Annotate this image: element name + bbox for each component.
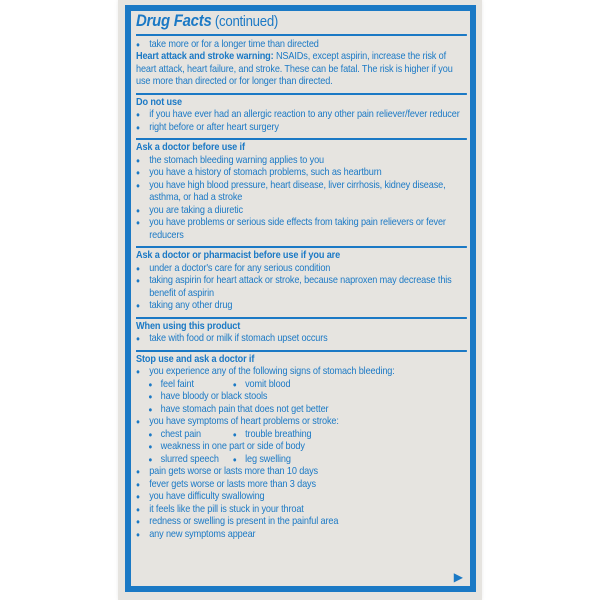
bullet-text: you experience any of the following signs of stomach bleeding: <box>149 366 395 377</box>
bullet-icon: ● <box>136 504 140 514</box>
bullet-text: take with food or milk if stomach upset occurs <box>149 333 328 344</box>
section-heading: Ask a doctor or pharmacist before use if you are <box>136 250 341 261</box>
bullet-text: any new symptoms appear <box>149 528 256 540</box>
bullet-item <box>136 263 467 276</box>
bullet-item <box>136 39 467 52</box>
bullet-icon: ● <box>232 379 237 389</box>
sections-container <box>136 39 467 542</box>
bullet-item <box>136 416 467 429</box>
sub-bullet-item <box>148 404 328 417</box>
bullet-text: you are taking a diuretic <box>149 204 243 216</box>
bullet-icon: ● <box>136 218 140 227</box>
sub-bullet-text: have stomach pain that does not get better <box>160 403 329 415</box>
bullet-item <box>136 479 467 492</box>
continue-arrow-icon: ▶ <box>453 570 463 584</box>
sub-bullet-item <box>148 441 305 454</box>
bullet-icon: ● <box>232 454 237 464</box>
bullet-item <box>136 466 467 479</box>
section <box>136 350 467 542</box>
bullet-text: taking any other drug <box>149 300 233 311</box>
section <box>136 246 467 313</box>
bullet-item <box>136 155 467 168</box>
bullet-text: take more or for a longer time than directed <box>149 38 319 50</box>
sub-bullet-item <box>148 391 267 404</box>
bullet-text: taking aspirin for heart attack or stroke, because naproxen may decrease this benefit of aspirin <box>149 275 452 299</box>
section-divider <box>136 138 467 140</box>
bullet-icon: ● <box>136 155 140 165</box>
page-title <box>136 11 467 31</box>
bullet-text: it feels like the pill is stuck in your throat <box>149 503 304 515</box>
section-heading: Stop use and ask a doctor if <box>136 353 255 365</box>
bullet-item <box>136 167 467 180</box>
bullet-text: fever gets worse or lasts more than 3 days <box>149 478 316 490</box>
sub-bullet-text: have bloody or black stools <box>160 391 268 402</box>
drug-facts-label <box>118 0 482 600</box>
bullet-item <box>136 516 467 529</box>
bullet-icon: ● <box>136 276 140 285</box>
bullet-item <box>136 180 467 205</box>
warning-paragraph <box>136 51 467 89</box>
title-drug-facts: Drug Facts <box>136 11 212 30</box>
bullet-item <box>136 300 467 313</box>
bullet-item <box>136 109 467 122</box>
sub-bullet-text: chest pain <box>160 428 202 440</box>
bullet-item <box>136 366 467 379</box>
bullet-text: you have problems or serious side effects from taking pain relievers or fever reducers <box>149 217 446 241</box>
bullet-icon: ● <box>136 180 140 190</box>
sub-bullet-text: slurred speech <box>160 453 219 465</box>
sub-bullet-text: weakness in one part or side of body <box>160 441 305 452</box>
sub-bullet-text: vomit blood <box>245 378 291 390</box>
section-divider <box>136 350 467 352</box>
bullet-icon: ● <box>136 122 140 132</box>
section <box>136 93 467 135</box>
bullet-text: pain gets worse or lasts more than 10 days <box>149 466 318 477</box>
bullet-icon: ● <box>136 492 140 501</box>
bullet-text: if you have ever had an allergic reaction to any other pain reliever/fever reducer <box>149 109 460 120</box>
bullet-icon: ● <box>148 404 153 414</box>
section <box>136 317 467 346</box>
bullet-icon: ● <box>136 467 140 476</box>
label-border-frame <box>125 5 476 592</box>
bullet-text: you have a history of stomach problems, such as heartburn <box>149 167 382 178</box>
bullet-text: you have symptoms of heart problems or stroke: <box>149 416 339 427</box>
bullet-icon: ● <box>136 168 140 177</box>
bullet-icon: ● <box>232 429 237 439</box>
bullet-icon: ● <box>136 110 140 119</box>
sub-bullet-row <box>148 379 467 392</box>
bullet-icon: ● <box>136 301 140 310</box>
section-heading: Ask a doctor before use if <box>136 142 245 153</box>
section <box>136 39 467 89</box>
bullet-icon: ● <box>148 442 153 451</box>
warning-lead: Heart attack and stroke warning: <box>136 51 274 62</box>
label-content <box>136 13 467 541</box>
sub-bullet-item <box>233 454 291 467</box>
sub-bullet-row <box>148 429 467 442</box>
title-continued: (continued) <box>211 13 279 30</box>
sub-bullet-item <box>233 379 291 392</box>
bullet-icon: ● <box>136 417 140 426</box>
bullet-icon: ● <box>136 263 140 273</box>
bullet-text: redness or swelling is present in the painful area <box>149 516 339 527</box>
bullet-item <box>136 529 467 542</box>
section <box>136 138 467 242</box>
bullet-icon: ● <box>148 379 153 389</box>
bullet-text: under a doctor's care for any serious condition <box>149 262 331 274</box>
bullet-icon: ● <box>136 529 140 539</box>
bullet-item <box>136 504 467 517</box>
sub-bullet-item <box>233 429 312 442</box>
bullet-item <box>136 217 467 242</box>
section-heading: Do not use <box>136 96 182 108</box>
sub-bullet-row <box>148 454 467 467</box>
bullet-item <box>136 122 467 135</box>
bullet-icon: ● <box>136 517 140 526</box>
bullet-item <box>136 205 467 218</box>
bullet-text: right before or after heart surgery <box>149 121 279 133</box>
sub-bullet-text: leg swelling <box>245 453 291 465</box>
bullet-icon: ● <box>136 479 140 489</box>
section-divider <box>136 93 467 95</box>
title-divider <box>136 34 467 36</box>
bullet-text: the stomach bleeding warning applies to you <box>149 154 324 166</box>
sub-bullet-row <box>148 404 467 417</box>
bullet-icon: ● <box>148 454 153 464</box>
sub-bullet-item <box>148 379 232 392</box>
sub-bullet-item <box>148 429 232 442</box>
sub-bullet-row <box>148 441 467 454</box>
bullet-item <box>136 491 467 504</box>
bullet-icon: ● <box>148 429 153 439</box>
bullet-icon: ● <box>136 367 140 376</box>
section-heading: When using this product <box>136 320 241 332</box>
sub-bullet-row <box>148 391 467 404</box>
section-divider <box>136 246 467 248</box>
sub-bullet-item <box>148 454 232 467</box>
bullet-icon: ● <box>136 334 140 343</box>
bullet-item <box>136 333 467 346</box>
section-divider <box>136 317 467 319</box>
bullet-item <box>136 275 467 300</box>
bullet-text: you have difficulty swallowing <box>149 491 265 502</box>
bullet-text: you have high blood pressure, heart disease, liver cirrhosis, kidney disease, asthma, or had a stroke <box>149 179 446 203</box>
sub-bullet-text: feel faint <box>160 378 194 390</box>
sub-bullet-text: trouble breathing <box>245 428 312 440</box>
bullet-icon: ● <box>136 39 140 49</box>
bullet-icon: ● <box>148 392 153 401</box>
warning-text: NSAIDs, except aspirin, increase the risk of heart attack, heart failure, and stroke. These can be fatal. The risk is higher if you use more than directed or for longer than directed. <box>136 51 453 87</box>
bullet-icon: ● <box>136 205 140 215</box>
